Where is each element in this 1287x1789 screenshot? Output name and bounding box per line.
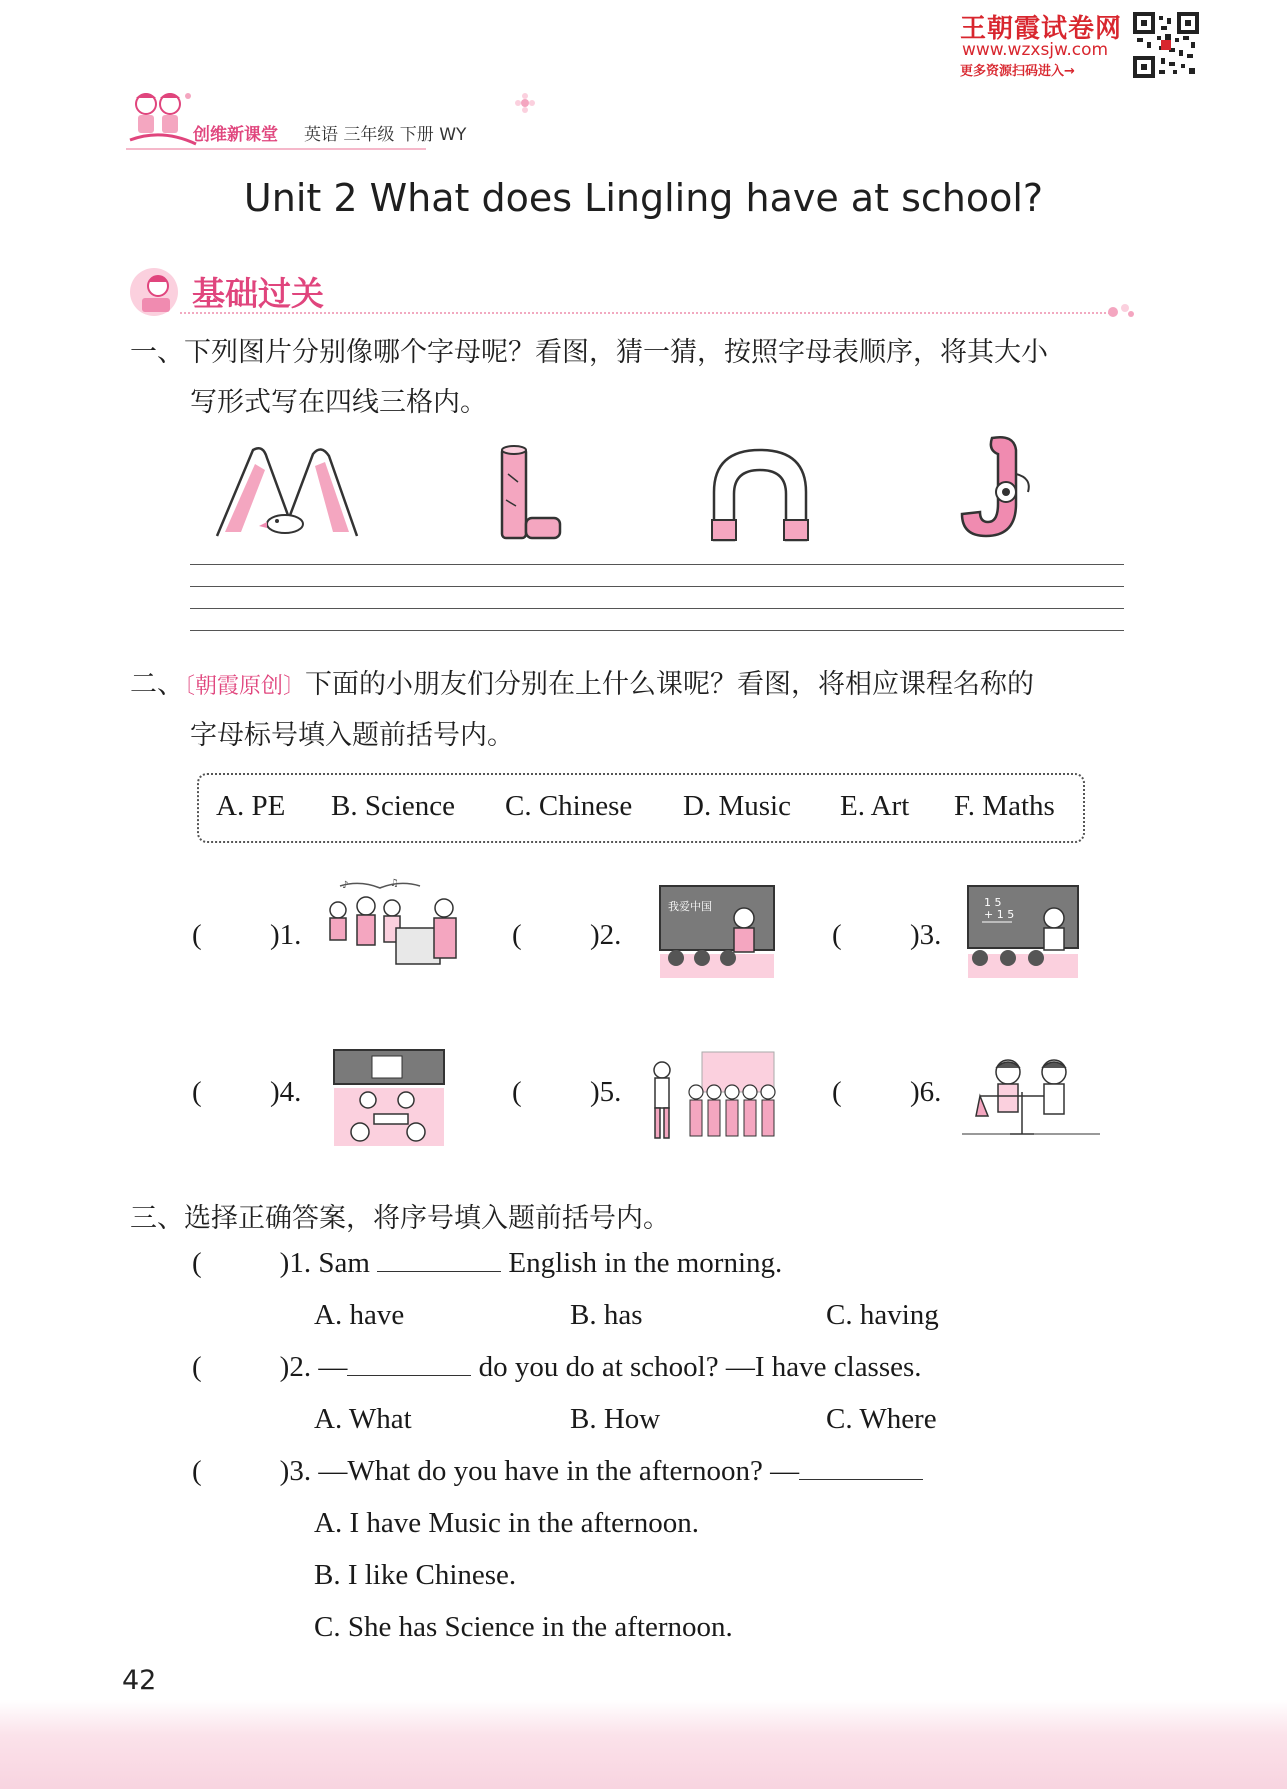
q2-instruction-text: 下面的小朋友们分别在上什么课呢？看图，将相应课程名称的 bbox=[305, 669, 1035, 700]
q3-1-option-c: C. having bbox=[826, 1299, 939, 1331]
q3-1-option-b: B. has bbox=[570, 1299, 643, 1331]
letter-l-log-picture bbox=[498, 444, 568, 544]
pink-dots-decoration-icon bbox=[1105, 300, 1135, 320]
letter-n-arch-picture bbox=[708, 446, 812, 544]
watermark-title: 王朝霞试卷网 bbox=[960, 14, 1123, 44]
q2-number: 二、 bbox=[130, 669, 184, 700]
q1-instruction-line1: 一、下列图片分别像哪个字母呢？看图，猜一猜，按照字母表顺序，将其大小 bbox=[130, 337, 1048, 368]
q3-1-stem-prefix: )1. Sam bbox=[279, 1247, 370, 1279]
girl-reading-icon bbox=[128, 266, 184, 318]
four-line-grid-line-2 bbox=[190, 586, 1124, 587]
science-class-picture bbox=[962, 1054, 1100, 1142]
q3-2-paren[interactable]: ( bbox=[192, 1351, 202, 1383]
q3-3-paren[interactable]: ( bbox=[192, 1455, 202, 1487]
option-e-art: E. Art bbox=[840, 790, 910, 822]
q2-item-6-number: )6. bbox=[910, 1076, 942, 1108]
watermark-tagline: 更多资源扫码进入→ bbox=[960, 64, 1075, 79]
music-class-picture bbox=[320, 878, 462, 978]
art-class-picture bbox=[332, 1048, 446, 1148]
q3-3-option-a: A. I have Music in the afternoon. bbox=[314, 1507, 699, 1539]
flower-decoration-icon bbox=[514, 92, 536, 114]
q3-question-2 bbox=[192, 1351, 922, 1384]
option-c-chinese: C. Chinese bbox=[505, 790, 633, 822]
footer-pink-band bbox=[0, 1700, 1287, 1789]
four-line-grid-line-4 bbox=[190, 630, 1124, 631]
letter-j-figure-picture bbox=[958, 434, 1036, 540]
q3-2-option-c: C. Where bbox=[826, 1403, 937, 1435]
watermark-url[interactable]: www.wzxsjw.com bbox=[962, 40, 1109, 60]
q3-1-paren[interactable]: ( bbox=[192, 1247, 202, 1279]
header-divider bbox=[126, 148, 426, 150]
q2-item-3-number: )3. bbox=[910, 919, 942, 951]
q3-question-1 bbox=[192, 1247, 782, 1280]
q3-3-option-c: C. She has Science in the afternoon. bbox=[314, 1611, 733, 1643]
section-divider bbox=[180, 312, 1110, 314]
four-line-grid-line-3 bbox=[190, 608, 1124, 609]
chinese-board-text: 我爱中国 bbox=[668, 900, 712, 913]
option-b-science: B. Science bbox=[331, 790, 456, 822]
q3-1-option-a: A. have bbox=[314, 1299, 405, 1331]
q3-3-answer-blank[interactable] bbox=[799, 1457, 923, 1480]
q3-2-answer-blank[interactable] bbox=[347, 1353, 471, 1376]
kids-logo-icon bbox=[126, 88, 198, 154]
chinese-class-picture bbox=[658, 884, 776, 980]
option-a-pe: A. PE bbox=[216, 790, 286, 822]
q3-1-stem-suffix: English in the morning. bbox=[508, 1247, 783, 1279]
q2-item-2-number: )2. bbox=[590, 919, 622, 951]
four-line-grid-line-1 bbox=[190, 564, 1124, 565]
pe-class-picture bbox=[648, 1050, 788, 1146]
option-d-music: D. Music bbox=[683, 790, 791, 822]
q3-2-option-a: A. What bbox=[314, 1403, 412, 1435]
q3-3-stem-prefix: )3. —What do you have in the afternoon? — bbox=[279, 1455, 800, 1487]
q2-item-5-number: )5. bbox=[590, 1076, 622, 1108]
q3-1-answer-blank[interactable] bbox=[377, 1249, 501, 1272]
maths-class-picture bbox=[966, 884, 1080, 980]
q2-item-6-paren-left[interactable]: ( bbox=[832, 1076, 842, 1108]
q3-3-option-b: B. I like Chinese. bbox=[314, 1559, 517, 1591]
book-info: 英语 三年级 下册 WY bbox=[304, 125, 467, 145]
q3-heading: 三、选择正确答案，将序号填入题前括号内。 bbox=[130, 1203, 670, 1234]
q1-instruction-line2: 写形式写在四线三格内。 bbox=[190, 387, 487, 418]
letter-m-bird-picture bbox=[215, 444, 360, 540]
q2-original-tag: 〔朝霞原创〕 bbox=[184, 674, 306, 699]
q2-instruction-line1 bbox=[130, 662, 1034, 701]
svg-text:♪: ♪ bbox=[342, 880, 349, 891]
q3-2-stem-suffix: do you do at school? —I have classes. bbox=[478, 1351, 922, 1383]
brand-name: 创维新课堂 bbox=[193, 125, 278, 145]
q3-2-stem-prefix: )2. — bbox=[279, 1351, 348, 1383]
svg-text:♫: ♫ bbox=[390, 878, 399, 889]
svg-text:+ 1 5: + 1 5 bbox=[984, 908, 1015, 921]
option-f-maths: F. Maths bbox=[954, 790, 1055, 822]
q2-item-4-paren-left[interactable]: ( bbox=[192, 1076, 202, 1108]
q2-item-5-paren-left[interactable]: ( bbox=[512, 1076, 522, 1108]
qr-code-icon[interactable] bbox=[1133, 12, 1199, 78]
q3-question-3 bbox=[192, 1455, 923, 1488]
q2-instruction-line2: 字母标号填入题前括号内。 bbox=[190, 720, 514, 751]
svg-text:1 5: 1 5 bbox=[984, 896, 1002, 909]
page-number: 42 bbox=[122, 1665, 157, 1696]
q3-2-option-b: B. How bbox=[570, 1403, 661, 1435]
q2-item-4-number: )4. bbox=[270, 1076, 302, 1108]
q2-item-2-paren-left[interactable]: ( bbox=[512, 919, 522, 951]
q2-item-1-paren-left[interactable]: ( bbox=[192, 919, 202, 951]
section-label: 基础过关 bbox=[192, 274, 324, 313]
unit-title: Unit 2 What does Lingling have at school? bbox=[243, 176, 1044, 220]
q2-item-3-paren-left[interactable]: ( bbox=[832, 919, 842, 951]
q2-item-1-number: )1. bbox=[270, 919, 302, 951]
